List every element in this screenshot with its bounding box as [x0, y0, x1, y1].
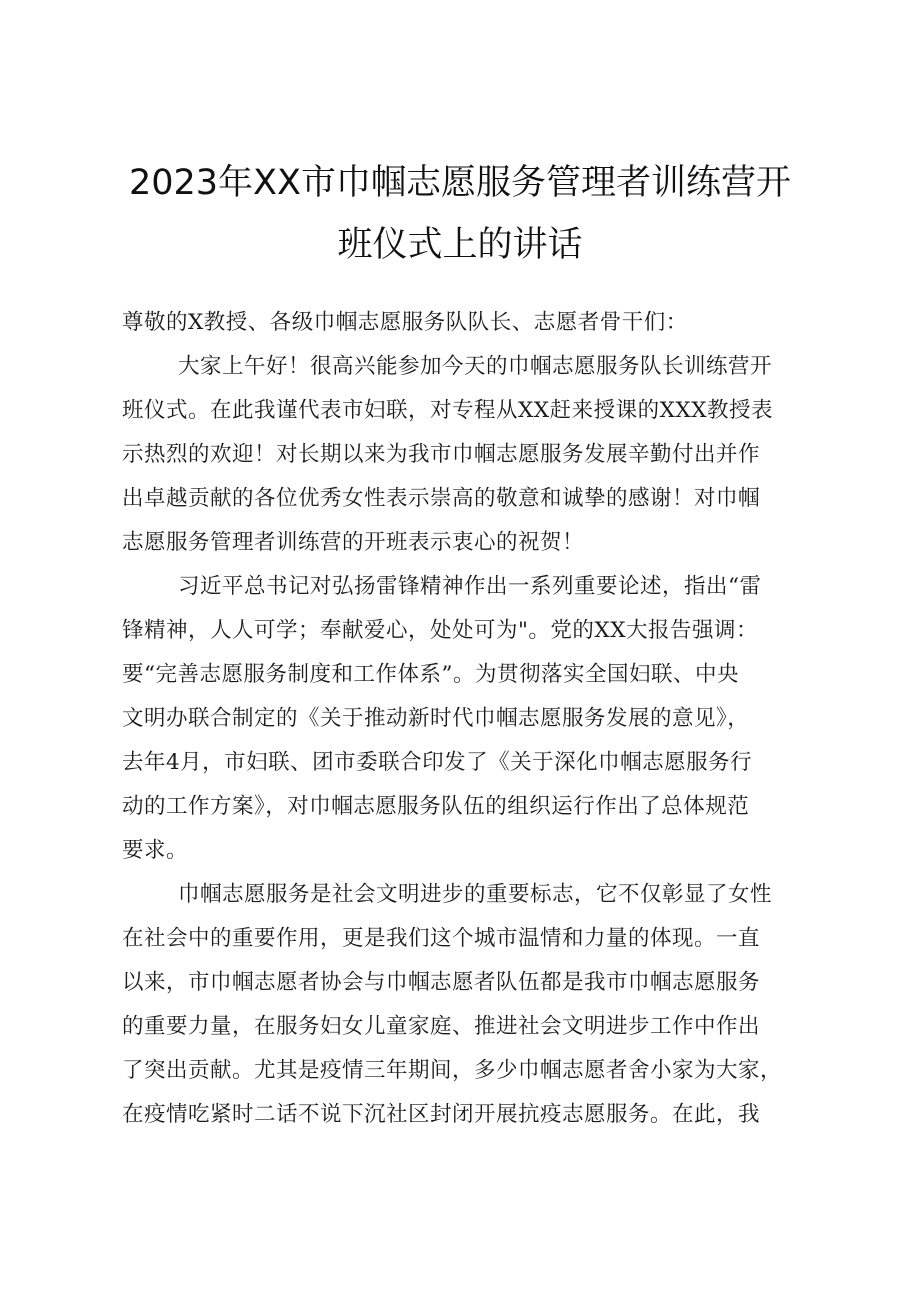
paragraph-2-line: 锋精神，人人可学；奉献爱心，处处可为"。党的XX大报告强调：: [122, 618, 759, 643]
paragraph-1-line: 志愿服务管理者训练营的开班表示衷心的祝贺！: [122, 530, 585, 555]
paragraph-1-line: 大家上午好！很高兴能参加今天的巾帼志愿服务队长训练营开: [178, 354, 773, 379]
paragraph-3-line: 了突出贡献。尤其是疫情三年期间，多少巾帼志愿者舍小家为大家，: [122, 1058, 783, 1083]
paragraph-2-line: 要“完善志愿服务制度和工作体系”。为贯彻落实全国妇联、中央: [122, 662, 739, 687]
paragraph-1-line: 示热烈的欢迎！对长期以来为我市巾帼志愿服务发展辛勤付出并作: [122, 442, 761, 467]
paragraph-3-line: 在社会中的重要作用，更是我们这个城市温情和力量的体现。一直: [122, 926, 761, 951]
paragraph-2-line: 去年4月，市妇联、团市委联合印发了《关于深化巾帼志愿服务行: [122, 750, 753, 775]
paragraph-3-line: 巾帼志愿服务是社会文明进步的重要标志，它不仅彰显了女性: [178, 882, 773, 907]
paragraph-1-line: 班仪式。在此我谨代表市妇联，对专程从XX赶来授课的XXX教授表: [122, 398, 774, 423]
title-line: 班仪式上的讲话: [337, 225, 583, 265]
document-title: [100, 152, 820, 276]
paragraph-3-line: 以来，市巾帼志愿者协会与巾帼志愿者队伍都是我市巾帼志愿服务: [122, 970, 761, 995]
salutation: 尊敬的X教授、各级巾帼志愿服务队队长、志愿者骨干们：: [122, 310, 688, 335]
paragraph-2-line: 文明办联合制定的《关于推动新时代巾帼志愿服务发展的意见》，: [122, 706, 750, 731]
paragraph-1-line: 出卓越贡献的各位优秀女性表示崇高的敬意和诚挚的感谢！对巾帼: [122, 486, 761, 511]
paragraph-3-line: 在疫情吃紧时二话不说下沉社区封闭开展抗疫志愿服务。在此，我: [122, 1102, 761, 1127]
paragraph-2-line: 动的工作方案》，对巾帼志愿服务队伍的组织运行作出了总体规范: [122, 794, 750, 819]
paragraph-2-line: 习近平总书记对弘扬雷锋精神作出一系列重要论述，指出“雷: [178, 574, 762, 599]
paragraph-3-line: 的重要力量，在服务妇女儿童家庭、推进社会文明进步工作中作出: [122, 1014, 761, 1039]
paragraph-2-line: 要求。: [122, 838, 189, 863]
title-line: 2023年XX市巾帼志愿服务管理者训练营开: [128, 163, 792, 203]
